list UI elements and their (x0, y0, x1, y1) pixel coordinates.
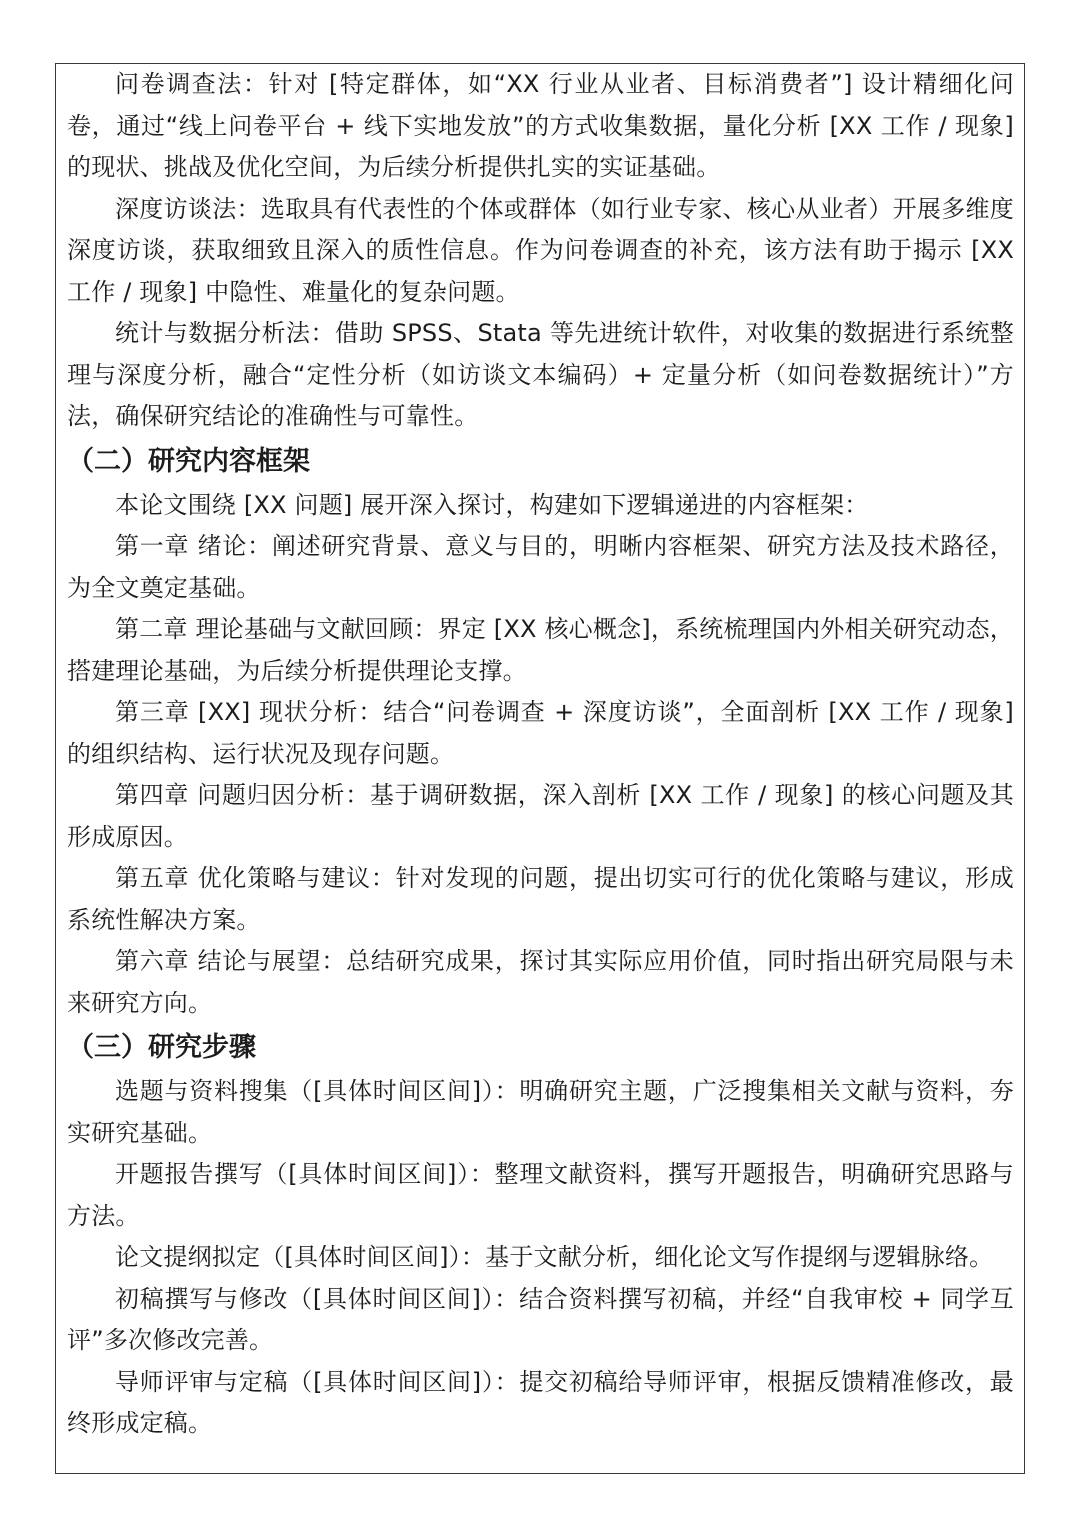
chapter-4-paragraph: 第四章 问题归因分析：基于调研数据，深入剖析 [XX 工作 / 现象] 的核心问题及其形成原因。 (67, 781, 1014, 851)
method-statistics-paragraph: 统计与数据分析法：借助 SPSS、Stata 等先进统计软件，对收集的数据进行系统整理与深度分析，融合“定性分析（如访谈文本编码）+ 定量分析（如问卷数据统计）”方法，确保研究结论的准确性与可靠性。 (67, 319, 1014, 430)
step-2-paragraph: 开题报告撰写（[具体时间区间]）：整理文献资料，撰写开题报告，明确研究思路与方法。 (67, 1160, 1014, 1230)
step-1-paragraph: 选题与资料搜集（[具体时间区间]）：明确研究主题，广泛搜集相关文献与资料，夯实研究基础。 (67, 1077, 1014, 1147)
step-4-paragraph: 初稿撰写与修改（[具体时间区间]）：结合资料撰写初稿，并经“自我审校 + 同学互评”多次修改完善。 (67, 1284, 1014, 1354)
framework-intro-paragraph: 本论文围绕 [XX 问题] 展开深入探讨，构建如下逻辑递进的内容框架： (115, 490, 869, 519)
chapter-6-paragraph: 第六章 结论与展望：总结研究成果，探讨其实际应用价值，同时指出研究局限与未来研究方向。 (67, 947, 1014, 1017)
chapter-5-paragraph: 第五章 优化策略与建议：针对发现的问题，提出切实可行的优化策略与建议，形成系统性解决方案。 (67, 864, 1014, 934)
method-interview-paragraph: 深度访谈法：选取具有代表性的个体或群体（如行业专家、核心从业者）开展多维度深度访谈，获取细致且深入的质性信息。作为问卷调查的补充，该方法有助于揭示 [XX 工作 / 现象] 中隐性、难量化的复杂问题。 (67, 194, 1014, 306)
framework-heading: （二）研究内容框架 (67, 445, 310, 477)
chapter-3-paragraph: 第三章 [XX] 现状分析：结合“问卷调查 + 深度访谈”，全面剖析 [XX 工作 / 现象] 的组织结构、运行状况及现存问题。 (67, 698, 1014, 768)
document-content-box (55, 63, 1025, 1474)
step-3-paragraph: 论文提纲拟定（[具体时间区间]）：基于文献分析，细化论文写作提纲与逻辑脉络。 (115, 1243, 994, 1271)
method-questionnaire-paragraph: 问卷调查法：针对 [特定群体，如“XX 行业从业者、目标消费者”] 设计精细化问卷，通过“线上问卷平台 + 线下实地发放”的方式收集数据，量化分析 [XX 工作 / 现象] 的现状、挑战及优化空间，为后续分析提供扎实的实证基础。 (67, 70, 1014, 181)
chapter-1-paragraph: 第一章 绪论：阐述研究背景、意义与目的，明晰内容框架、研究方法及技术路径，为全文奠定基础。 (67, 532, 1014, 602)
step-5-paragraph: 导师评审与定稿（[具体时间区间]）：提交初稿给导师评审，根据反馈精准修改，最终形成定稿。 (67, 1367, 1014, 1437)
chapter-2-paragraph: 第二章 理论基础与文献回顾：界定 [XX 核心概念]，系统梳理国内外相关研究动态，搭建理论基础，为后续分析提供理论支撑。 (67, 615, 1014, 685)
steps-heading: （三）研究步骤 (67, 1032, 256, 1063)
